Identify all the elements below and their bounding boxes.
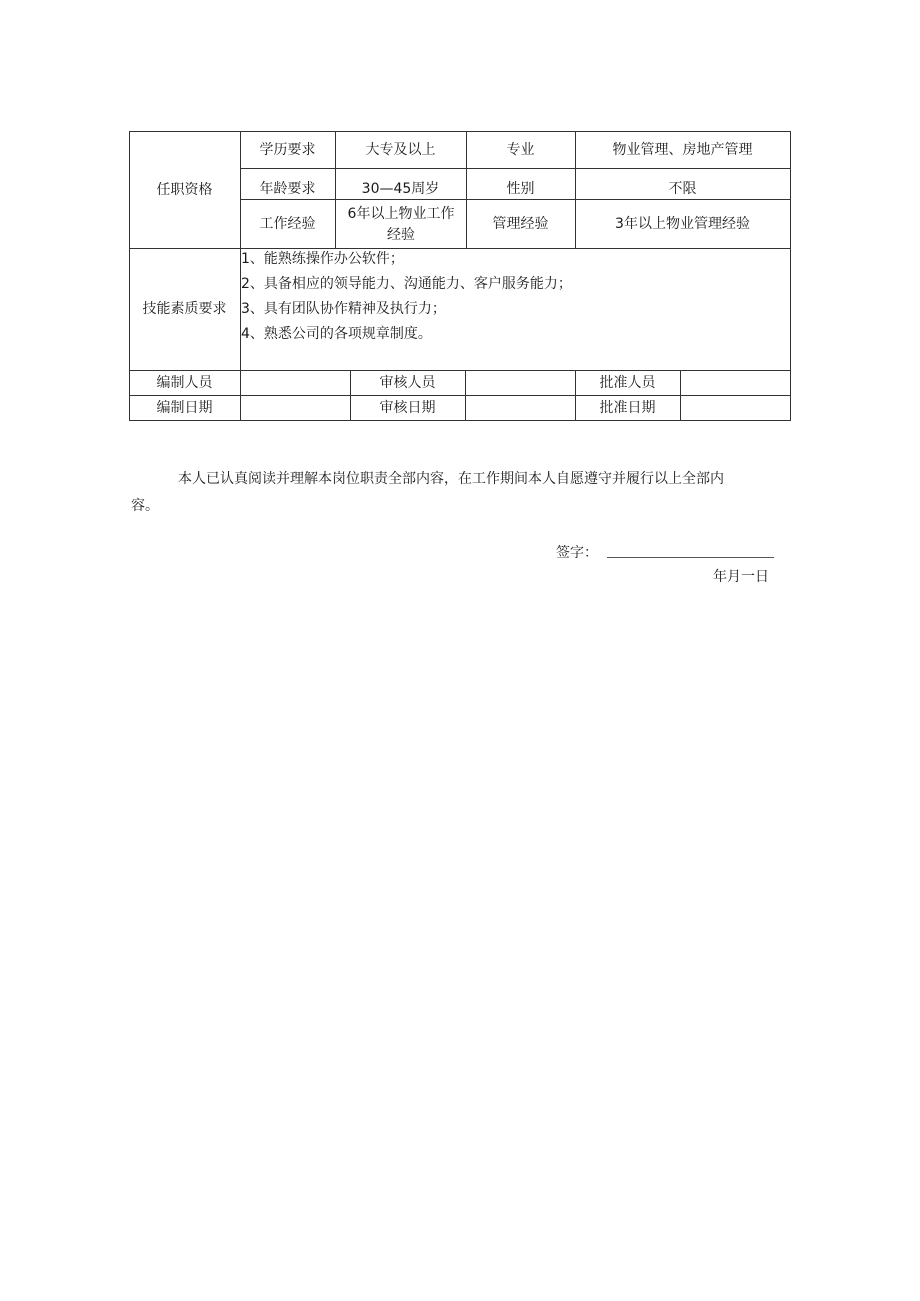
gender-label: 性别 [506, 181, 535, 197]
signature-line[interactable] [607, 557, 774, 558]
education-value: 大专及以上 [365, 141, 436, 158]
review-date-label: 审核日期 [379, 399, 436, 416]
reviewer-label: 审核人员 [379, 374, 436, 391]
skill-item: 1、能熟练操作办公软件； [241, 251, 404, 267]
gender-value: 不限 [668, 181, 697, 197]
experience-value-line2: 经验 [387, 227, 415, 243]
qualifications-label: 任职资格 [156, 181, 213, 198]
skills-label: 技能素质要求 [142, 301, 227, 317]
mgmt-experience-value: 3年以上物业管理经验 [615, 215, 750, 232]
experience-value [336, 204, 466, 246]
compile-date-value [240, 395, 350, 420]
compile-date-label: 编制日期 [156, 399, 213, 416]
review-date-value [465, 395, 575, 420]
skill-item: 3、具有团队协作精神及执行力； [241, 301, 446, 317]
age-label: 年龄要求 [259, 181, 316, 197]
statement-line-2: 容。 [131, 498, 159, 514]
experience-value-line1: 6年以上物业工作 [347, 206, 455, 222]
approve-date-label: 批准日期 [599, 399, 656, 416]
compiler-label: 编制人员 [156, 374, 213, 391]
skill-item: 4、熟悉公司的各项规章制度。 [241, 326, 432, 342]
experience-label: 工作经验 [259, 215, 316, 232]
signature-date: 年月一日 [713, 569, 769, 585]
approver-label: 批准人员 [599, 374, 656, 391]
approve-date-value [680, 395, 790, 420]
major-label: 专业 [506, 141, 535, 158]
compiler-value [240, 370, 350, 395]
statement-line-1: 本人已认真阅读并理解本岗位职责全部内容，在工作期间本人自愿遵守并履行以上全部内 [178, 471, 724, 487]
mgmt-experience-label: 管理经验 [492, 215, 549, 232]
age-value: 30—45周岁 [361, 181, 440, 197]
skill-item: 2、具备相应的领导能力、沟通能力、客户服务能力； [241, 276, 572, 292]
education-label: 学历要求 [259, 141, 316, 158]
signature-label: 签字： [556, 545, 598, 561]
reviewer-value [465, 370, 575, 395]
approver-value [680, 370, 790, 395]
major-value: 物业管理、房地产管理 [612, 141, 753, 158]
